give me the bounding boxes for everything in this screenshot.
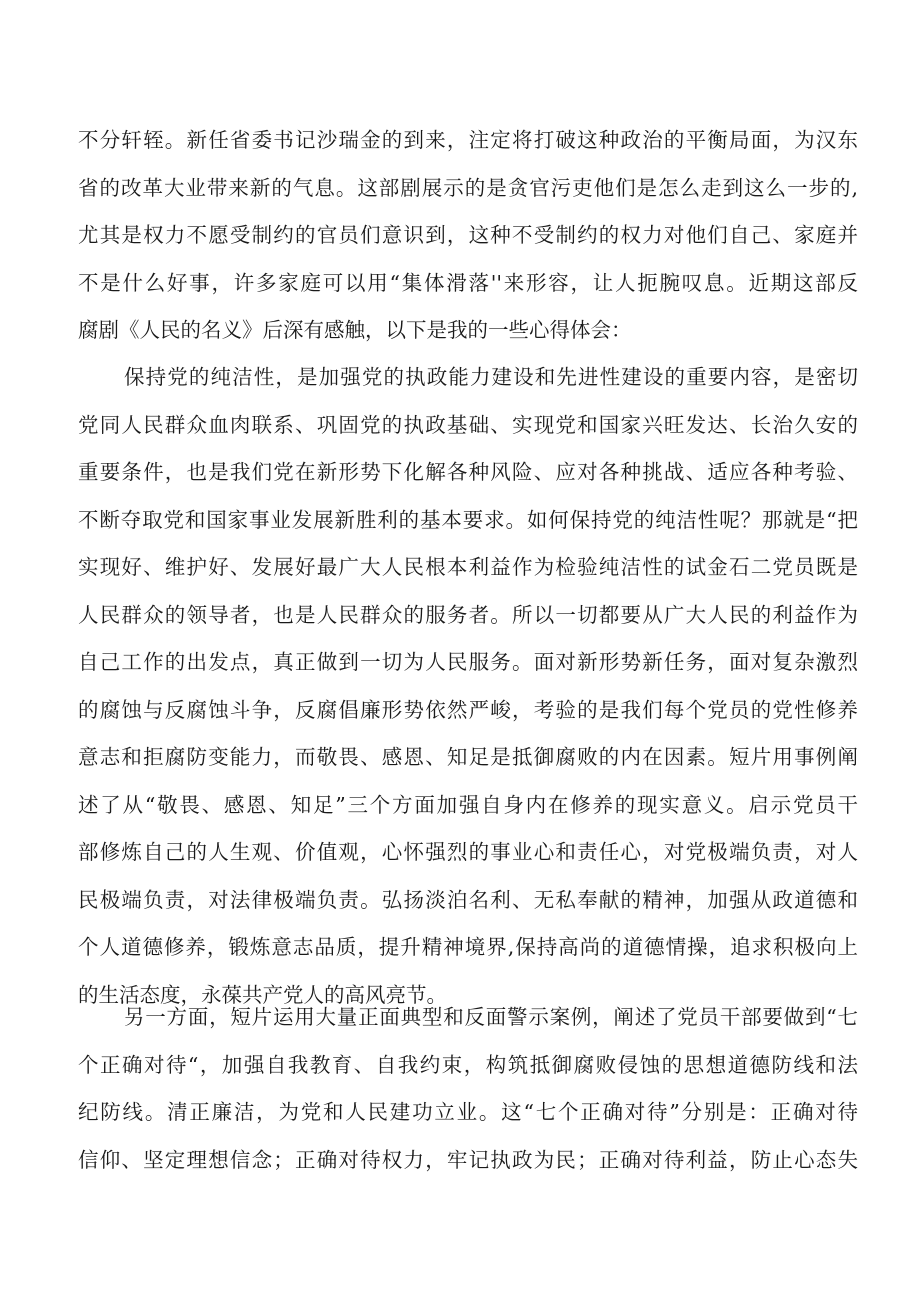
text-line: 省的改革大业带来新的气息。这部剧展示的是贪官污吏他们是怎么走到这么一步的, [78, 175, 858, 200]
text-line: 个人道德修养，锻炼意志品质，提升精神境界,保持高尚的道德情操，追求积极向上 [78, 935, 858, 959]
text-line: 保持党的纯洁性，是加强党的执政能力建设和先进性建设的重要内容，是密切 [124, 365, 858, 389]
text-line: 人民群众的领导者，也是人民群众的服务者。所以一切都要从广大人民的利益作为 [78, 602, 858, 627]
text-line: 尤其是权力不愿受制约的官员们意识到，这种不受制约的权力对他们自己、家庭并 [78, 223, 858, 247]
text-line: 不分轩轾。新任省委书记沙瑞金的到来，注定将打破这种政治的平衡局面，为汉东 [78, 128, 858, 152]
text-line: 党同人民群众血肉联系、巩固党的执政基础、实现党和国家兴旺发达、长治久安的 [78, 412, 858, 437]
text-line: 纪防线。清正廉洁，为党和人民建功立业。这“七个正确对待”分别是：正确对待 [78, 1100, 858, 1124]
text-line: 信仰、坚定理想信念；正确对待权力，牢记执政为民；正确对待利益，防止心态失 [78, 1147, 858, 1172]
paragraph-2 [78, 354, 858, 1019]
text-line: 的生活态度，永葆共产党人的高风亮节。 [78, 982, 447, 1007]
text-line: 部修炼自己的人生观、价值观，心怀强烈的事业心和责任心，对党极端负责，对人 [78, 840, 858, 864]
text-line: 另一方面，短片运用大量正面典型和反面警示案例，阐述了党员干部要做到“七 [124, 1005, 858, 1029]
text-line: 个正确对待“，加强自我教育、自我约束，构筑抵御腐败侵蚀的思想道德防线和法 [78, 1052, 858, 1077]
text-line: 自己工作的出发点，真正做到一切为人民服务。面对新形势新任务，面对复杂激烈 [78, 650, 858, 674]
text-line: 实现好、维护好、发展好最广大人民根本利益作为检验纯洁性的试金石二党员既是 [78, 555, 858, 579]
text-line: 民极端负责，对法律极端负责。弘扬淡泊名利、无私奉献的精神，加强从政道德和 [78, 887, 858, 912]
text-line: 的腐蚀与反腐蚀斗争，反腐倡廉形势依然严峻，考验的是我们每个党员的党性修养 [78, 697, 858, 722]
text-line: 不是什么好事，许多家庭可以用“集体滑落''来形容，让人扼腕叹息。近期这部反 [78, 270, 858, 295]
text-line: 腐剧《人民的名义》后深有感触，以下是我的一些心得体会： [78, 318, 632, 342]
text-line: 意志和拒腐防变能力，而敬畏、感恩、知足是抵御腐败的内在因素。短片用事例阐 [78, 745, 858, 769]
paragraph-3 [78, 994, 858, 1184]
text-line: 重要条件，也是我们党在新形势下化解各种风险、应对各种挑战、适应各种考验、 [78, 460, 858, 484]
text-line: 述了从“敬畏、感恩、知足”三个方面加强自身内在修养的现实意义。启示党员干 [78, 792, 858, 817]
paragraph-1 [78, 117, 858, 355]
text-line: 不断夺取党和国家事业发展新胜利的基本要求。如何保持党的纯洁性呢？那就是“把 [78, 507, 858, 532]
